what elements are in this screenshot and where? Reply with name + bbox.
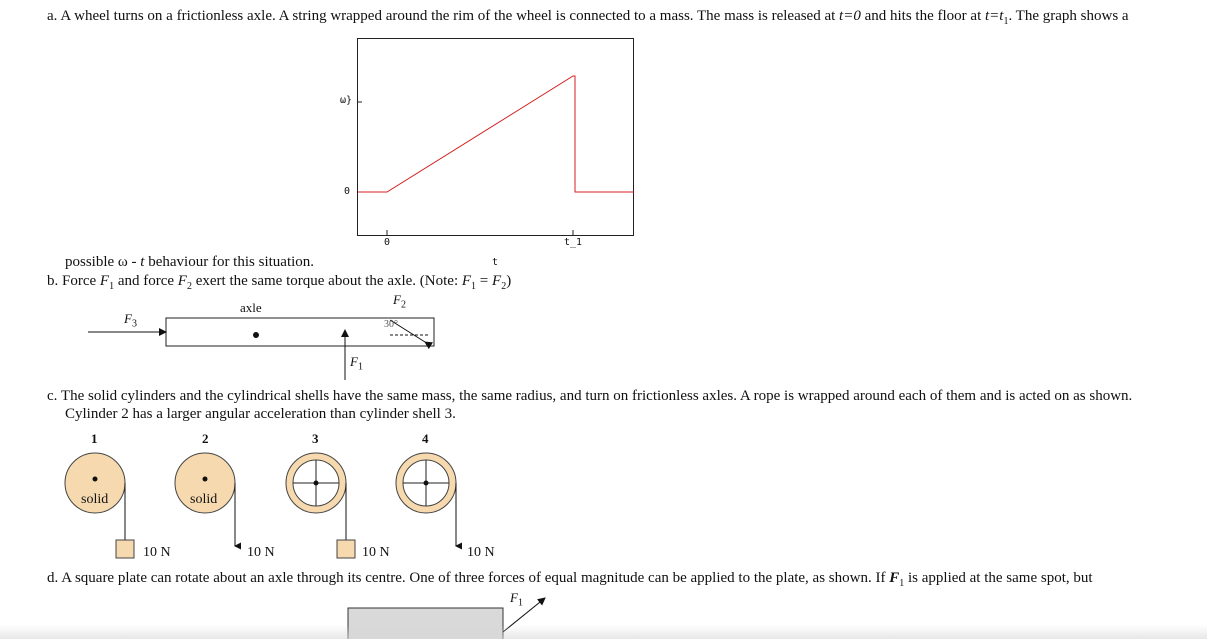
question-c-line-1 — [47, 387, 1132, 405]
note-equals: = — [476, 273, 493, 289]
t1-subscript: 1 — [1003, 16, 1009, 27]
question-a-text-3: . The graph shows a — [1008, 8, 1129, 24]
question-b-text-2: and force — [114, 273, 178, 289]
question-c-text-2: Cylinder 2 has a larger angular acceleration than cylinder shell 3. — [65, 406, 456, 422]
x-t1-label: t_1 — [564, 237, 583, 248]
cylinder-1-axle — [93, 477, 98, 482]
note-f1-sub: 1 — [471, 281, 477, 292]
f1-diagram-sub: 1 — [357, 361, 363, 373]
note-close: ) — [506, 273, 512, 289]
question-c-text-1: The solid cylinders and the cylindrical shells have the same mass, the same radius, and turn on frictionless axles. A rope is wrapped around each of them and is acted on as shown. — [60, 388, 1133, 404]
question-a-prefix: a. — [47, 8, 58, 24]
question-d-text-2: is applied at the same spot, but — [904, 570, 1093, 586]
cylinder-1-force: 10 N — [143, 545, 171, 560]
f1-sub: 1 — [109, 281, 115, 292]
cylinder-2-type-label: solid — [190, 492, 218, 507]
question-d-text-1: A square plate can rotate about an axle through its centre. One of three forces of equal magnitude can be applied to the plate, as shown. If — [61, 570, 890, 586]
question-a-continuation-2: behaviour for this situation. — [144, 254, 315, 270]
f1-label — [350, 354, 363, 373]
graph-frame — [358, 39, 634, 236]
omega-t-graph — [340, 38, 640, 253]
d-f1-sub: 1 — [899, 578, 905, 589]
cylinder-4-force: 10 N — [467, 545, 495, 560]
f3-sub: 3 — [131, 318, 137, 330]
f1-diagram-symbol: F — [350, 354, 358, 369]
x-axis-label: t — [492, 257, 499, 268]
t-equals-zero: t=0 — [839, 8, 861, 24]
question-c-prefix: c. — [47, 388, 58, 404]
cylinder-4-axle — [424, 481, 429, 486]
bottom-shadow — [0, 625, 1207, 639]
question-a-text: A wheel turns on a frictionless axle. A string wrapped around the rim of the wheel is connected to a mass. The mass is released at — [60, 8, 840, 24]
f2-diagram-sub: 2 — [400, 299, 406, 311]
cylinder-1-mass — [116, 540, 134, 558]
cylinder-4-number: 4 — [422, 431, 429, 446]
note-f1: F — [461, 273, 472, 289]
axle-dot — [253, 332, 259, 338]
f3-label — [124, 311, 137, 330]
question-a-line-1 — [47, 7, 1129, 31]
plate-arrow-symbol: F — [510, 590, 518, 605]
f2-sub: 2 — [186, 281, 192, 292]
axle-label: axle — [240, 300, 262, 315]
cylinder-3-axle — [314, 481, 319, 486]
angle-label: 30° — [384, 319, 398, 330]
cylinder-3-force: 10 N — [362, 545, 390, 560]
question-d-line — [47, 569, 1093, 593]
cylinder-3-mass — [337, 540, 355, 558]
continuation-t: t — [140, 254, 145, 270]
f2-label — [393, 292, 406, 311]
question-b-text-1: Force — [62, 273, 100, 289]
f3-symbol: F — [124, 311, 132, 326]
graph-plot — [340, 38, 640, 253]
question-d-prefix: d. — [47, 570, 59, 586]
question-c-line-2 — [65, 405, 456, 423]
plate-arrow-sub: 1 — [517, 597, 523, 609]
y-zero-label: 0 — [344, 186, 351, 197]
note-f2: F — [492, 273, 502, 289]
note-f2-sub: 2 — [501, 281, 507, 292]
cylinder-2-force: 10 N — [247, 545, 275, 560]
question-a-text-2: and hits the floor at — [860, 8, 985, 24]
f2-symbol: F — [177, 273, 187, 289]
d-f1-symbol: F — [889, 570, 900, 586]
question-b-text-3: exert the same torque about the axle. (Note: — [191, 273, 462, 289]
cylinder-1-type-label: solid — [81, 492, 109, 507]
cylinder-1-number: 1 — [91, 431, 98, 446]
cylinder-3-number: 3 — [312, 431, 319, 446]
f2-diagram-symbol: F — [393, 292, 401, 307]
cylinder-2-number: 2 — [202, 431, 209, 446]
f1-symbol: F — [99, 273, 110, 289]
t-equals-t1: t=t — [984, 8, 1004, 24]
x-zero-label: 0 — [384, 237, 391, 248]
question-b-prefix: b. — [47, 273, 59, 289]
cylinder-2-axle — [203, 477, 208, 482]
question-a-continuation: possible ω - — [65, 254, 141, 270]
question-a-line-2 — [65, 253, 314, 271]
y-axis-label: ω} — [340, 95, 353, 106]
